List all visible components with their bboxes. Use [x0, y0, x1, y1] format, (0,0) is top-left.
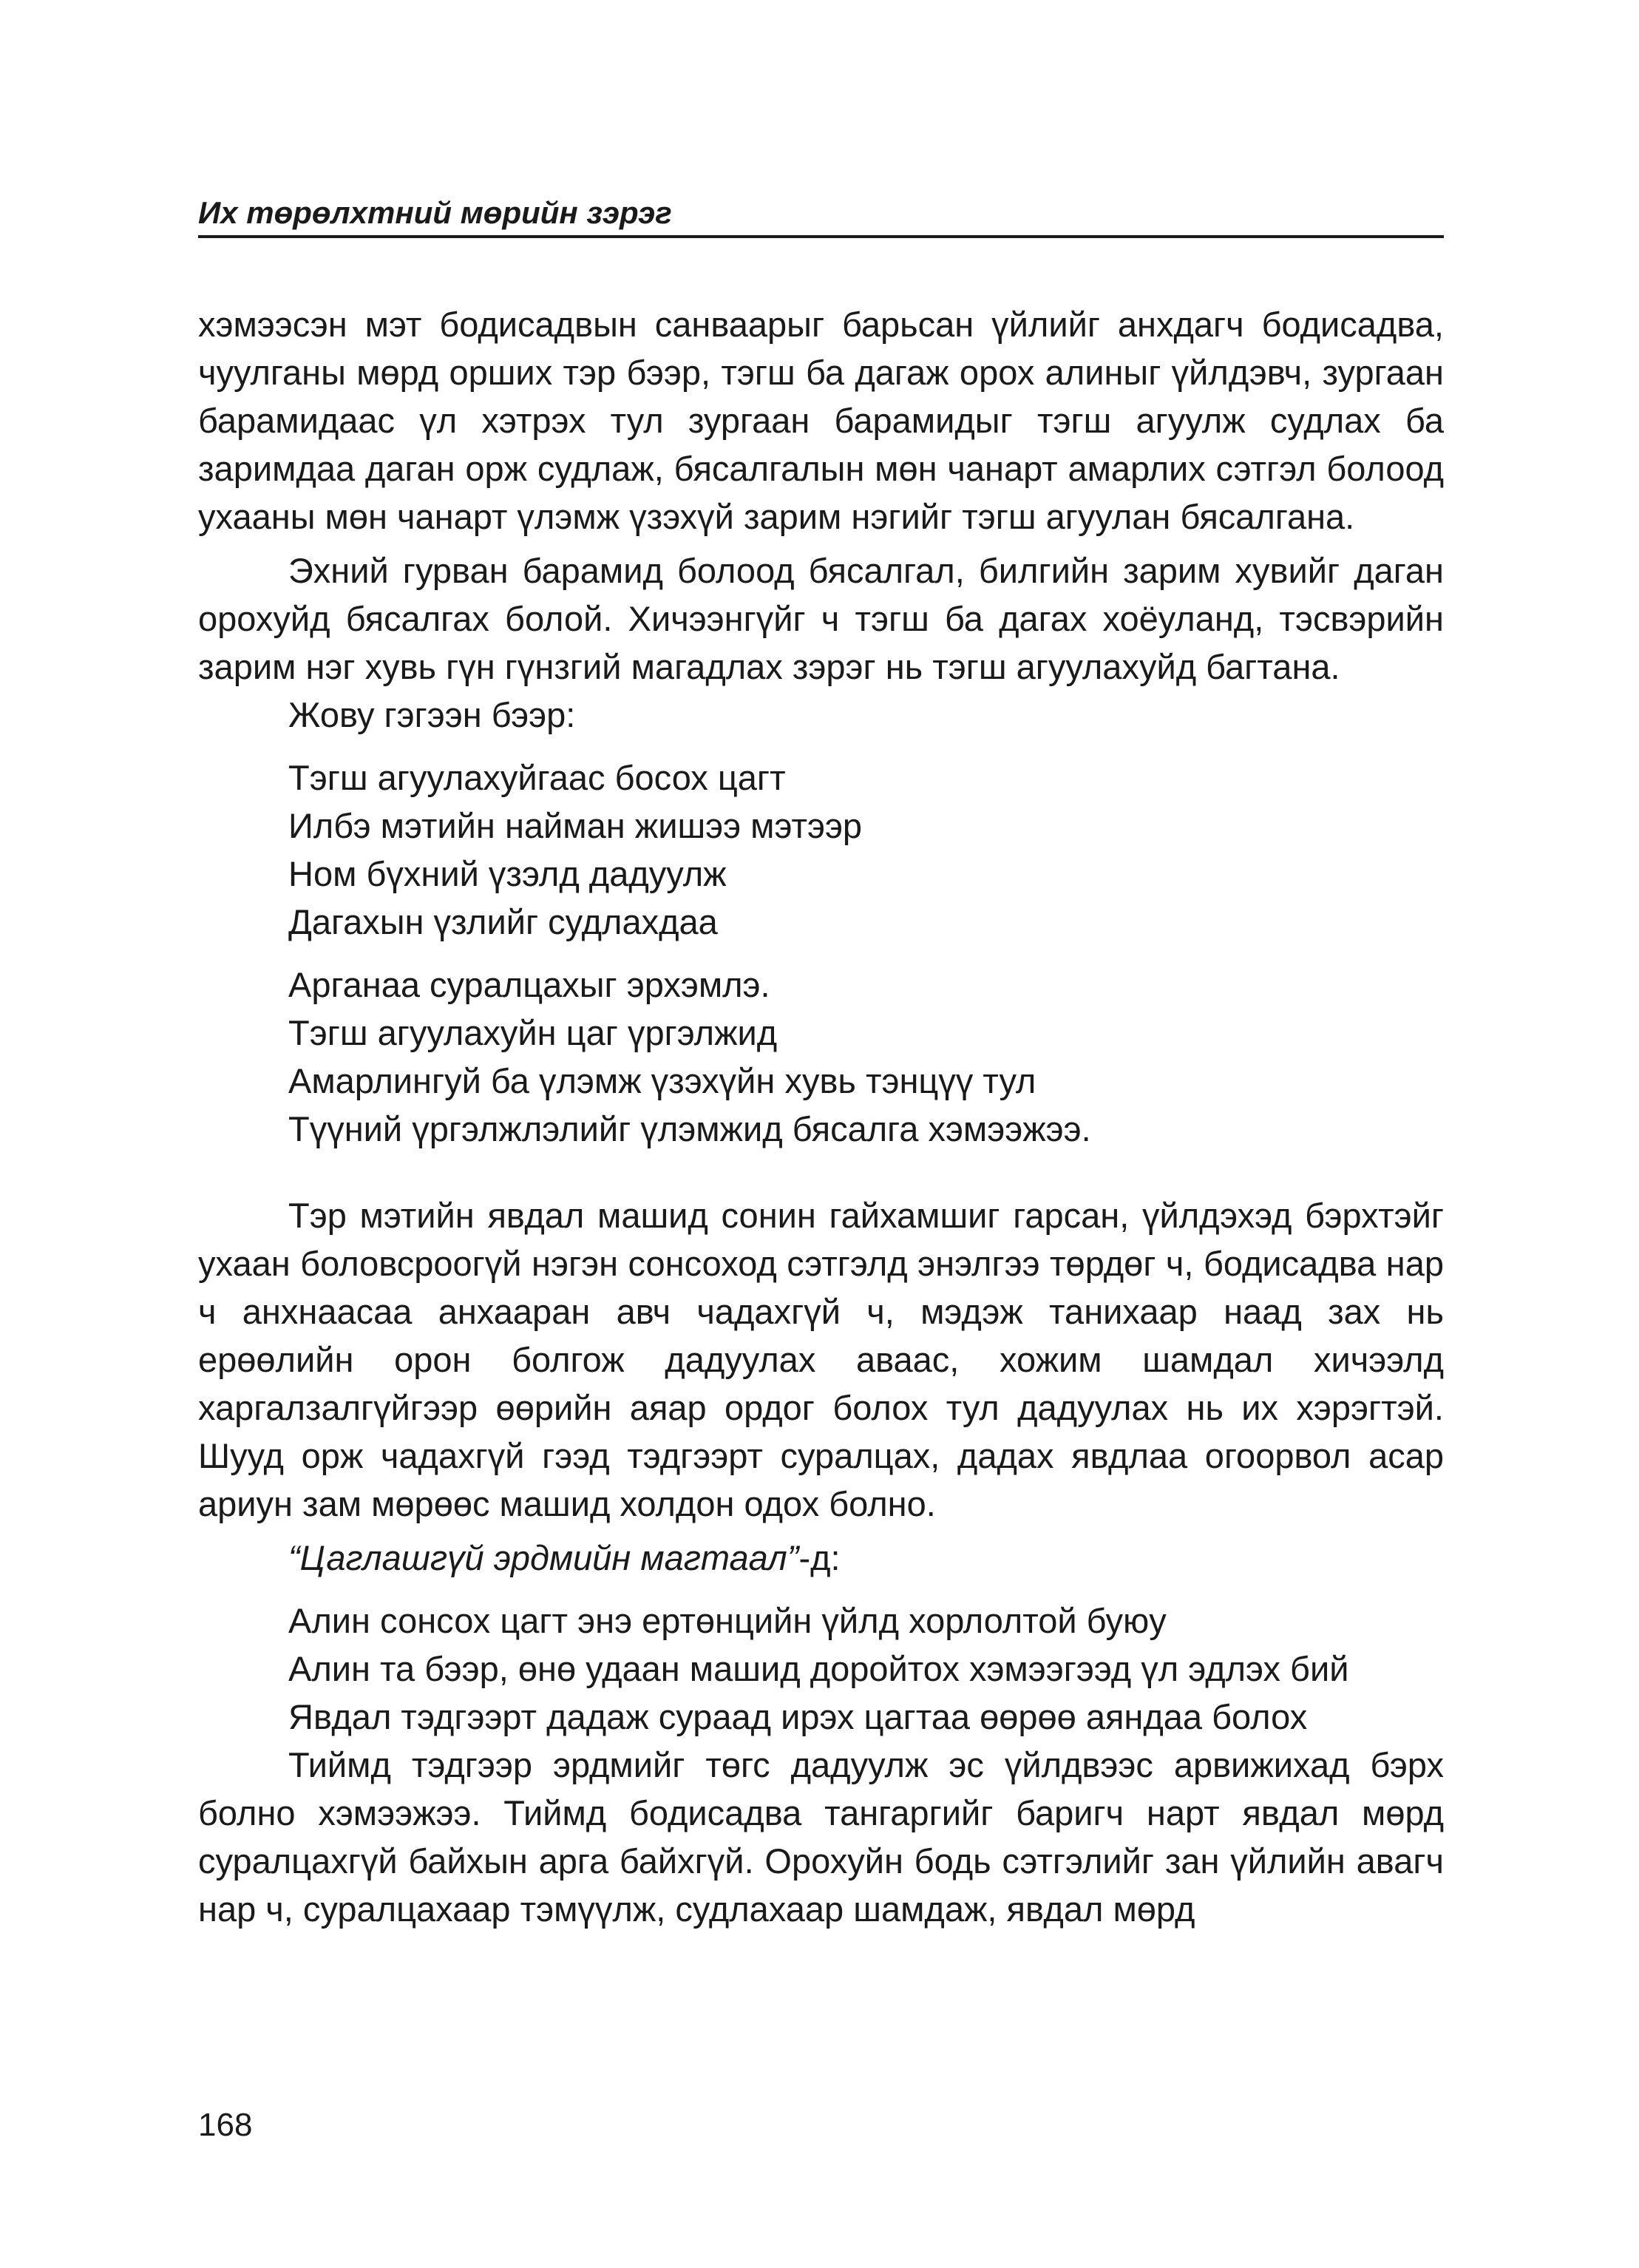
verse-intro-2 [198, 1534, 1444, 1582]
verse-intro-1: Жову гэгээн бээр: [288, 695, 576, 734]
running-header [198, 194, 1444, 246]
verse-line: Тэгш агуулахуйгаас босох цагт [288, 758, 786, 797]
quoted-title-suffix: -д: [798, 1538, 841, 1577]
verse-line: Явдал тэдгээрт дадаж сураад ирэх цагтаа өөрөө аяндаа болох [288, 1697, 1308, 1736]
verse-line: Илбэ мэтийн найман жишээ мэтээр [288, 806, 863, 845]
header-rule [198, 235, 1444, 238]
page-body [198, 300, 1444, 1933]
paragraph-4: Тиймд тэдгээр эрдмийг төгс дадуулж эс үйлдвээс арвижихад бэрх болно хэмээжээ. Тиймд бодисадва тангаргийг баригч нарт явдал мөрд суралцахгүй байхын арга байхгүй. Орохуйн бодь сэтгэлийг зан үйлийн авагч нар ч, суралцахаар тэмүүлж, судлахаар шамдаж, явдал мөрд [198, 1745, 1444, 1929]
verse-line: Алин сонсох цагт энэ ертөнцийн үйлд хорлолтой буюу [288, 1601, 1167, 1640]
paragraph-1: хэмээсэн мэт бодисадвын санваарыг барьсан үйлийг анхдагч бодисадва, чуулганы мөрд орших тэр бээр, тэгш ба дагаж орох алиныг үйлдэвч, зургаан барамидаас үл хэтрэх тул зургаан барамидыг тэгш агуулж судлах ба заримдаа даган орж судлаж, бясалгалын мөн чанарт амарлих сэтгэл болоод ухааны мөн чанарт үлэмж үзэхүй зарим нэгийг тэгш агуулан бясалгана. [198, 305, 1444, 536]
verse-block-3 [198, 1597, 1444, 1741]
verse-line: Арганаа суралцахыг эрхэмлэ. [288, 965, 770, 1004]
page-number: 168 [198, 2107, 253, 2143]
verse-line: Ном бүхний үзэлд дадуулж [288, 854, 727, 893]
verse-line: Түүний үргэлжлэлийг үлэмжид бясалга хэмээжээ. [288, 1109, 1091, 1148]
verse-block-1 [198, 754, 1444, 946]
quoted-title: “Цаглашгүй эрдмийн магтаал” [288, 1538, 799, 1577]
paragraph-2: Эхний гурван барамид болоод бясалгал, билгийн зарим хувийг даган орохуйд бясалгах болой. Хичээнгүйг ч тэгш ба дагах хоёуланд, тэсвэрийн зарим нэг хувь гүн гүнзгий магадлах зэрэг нь тэгш агуулахуйд багтана. [198, 551, 1444, 686]
verse-line: Алин та бээр, өнө удаан машид доройтох хэмээгээд үл эдлэх бий [288, 1649, 1349, 1688]
paragraph-3: Тэр мэтийн явдал машид сонин гайхамшиг гарсан, үйлдэхэд бэрхтэйг ухаан боловсроогүй нэгэн сонсоход сэтгэлд энэлгээ төрдөг ч, бодисадва нар ч анхнаасаа анхааран авч чадахгүй ч, мэдэж танихаар наад зах нь ерөөлийн орон болгож дадуулах аваас, хожим шамдал хичээлд харгалзалгүйгээр өөрийн аяар ордог болох тул дадуулах нь их хэрэгтэй. Шууд орж чадахгүй гээд тэдгээрт суралцах, дадах явдлаа огоорвол асар ариун зам мөрөөс машид холдон одох болно. [198, 1196, 1444, 1523]
verse-line: Тэгш агуулахуйн цаг үргэлжид [288, 1013, 778, 1052]
verse-line: Дагахын үзлийг судлахдаа [288, 902, 718, 941]
verse-line: Амарлингуй ба үлэмж үзэхүйн хувь тэнцүү тул [288, 1061, 1036, 1100]
running-header-title: Их төрөлхтний мөрийн зэрэг [198, 195, 672, 230]
verse-block-2 [198, 961, 1444, 1153]
